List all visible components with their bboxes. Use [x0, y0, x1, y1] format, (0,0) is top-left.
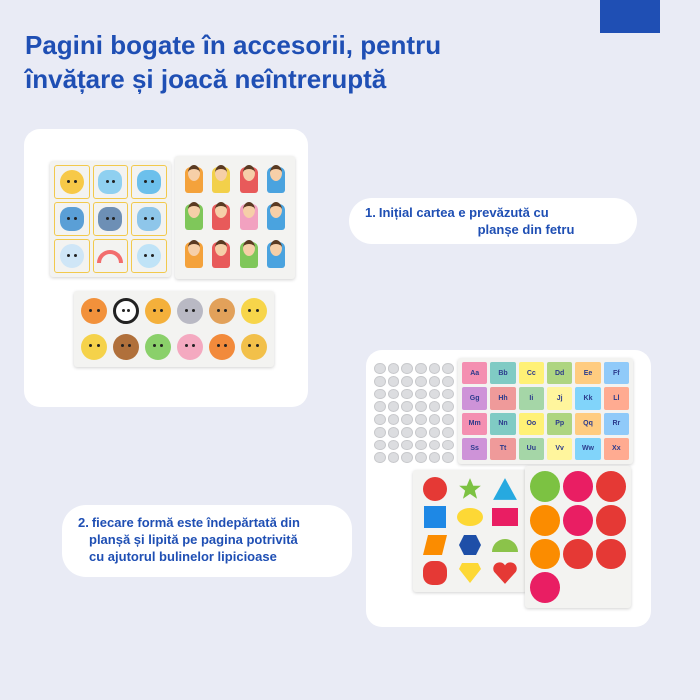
alphabet-tile: Vv — [547, 438, 572, 460]
adhesive-dot — [415, 376, 427, 387]
adhesive-dot — [374, 376, 386, 387]
alphabet-tile: Oo — [519, 413, 544, 435]
tiger-sticker — [81, 298, 107, 324]
adhesive-dot — [415, 389, 427, 400]
adhesive-dot — [388, 414, 400, 425]
adhesive-dot — [429, 389, 441, 400]
counting-circle — [596, 471, 626, 502]
counting-circle — [530, 539, 560, 570]
adhesive-dot — [415, 452, 427, 463]
alphabet-tile: Jj — [547, 387, 572, 409]
adhesive-dot — [401, 363, 413, 374]
storm-cloud-sticker — [93, 202, 129, 236]
adhesive-dot — [442, 401, 454, 412]
alphabet-tile: Aa — [462, 362, 487, 384]
diamond-shape — [454, 560, 487, 586]
adhesive-dot — [415, 401, 427, 412]
adhesive-dot — [415, 427, 427, 438]
adhesive-dot — [429, 427, 441, 438]
title-line-2: învățare și joacă neîntreruptă — [25, 64, 387, 94]
callout-text-line-3: cu ajutorul bulinelor lipicioase — [89, 549, 277, 564]
triangle-shape — [488, 476, 521, 502]
adhesive-dot — [429, 452, 441, 463]
alphabet-tile: Mm — [462, 413, 487, 435]
kid-sticker — [240, 167, 258, 193]
monkey-sticker — [113, 334, 139, 360]
counting-circle — [596, 539, 626, 570]
adhesive-dot — [374, 427, 386, 438]
adhesive-dot — [374, 363, 386, 374]
heart-shape — [488, 560, 521, 586]
adhesive-dot — [442, 389, 454, 400]
adhesive-dot — [374, 440, 386, 451]
adhesive-dot — [374, 401, 386, 412]
wind-sticker — [131, 239, 167, 273]
adhesive-dot — [401, 427, 413, 438]
alphabet-tile: Ll — [604, 387, 629, 409]
counting-circle — [563, 539, 593, 570]
alphabet-tile: Ss — [462, 438, 487, 460]
kid-sticker — [240, 242, 258, 268]
dog-sticker — [209, 298, 235, 324]
kid-sticker — [212, 242, 230, 268]
title-line-1: Pagini bogate în accesorii, pentru — [25, 30, 442, 60]
callout-text-line-2: planșă și lipită pe pagina potrivită — [89, 532, 298, 547]
adhesive-dots-sheet — [374, 363, 454, 463]
callout-text-line-1: Inițial cartea e prevăzută cu — [378, 205, 549, 220]
alphabet-felt-sheet — [458, 358, 633, 464]
shapes-felt-sheet — [413, 470, 527, 592]
rain-cloud-sticker — [54, 202, 90, 236]
adhesive-dot — [429, 414, 441, 425]
adhesive-dot — [442, 414, 454, 425]
kid-sticker — [267, 167, 285, 193]
kid-sticker — [267, 242, 285, 268]
kid-sticker — [185, 204, 203, 230]
adhesive-dot — [429, 363, 441, 374]
alphabet-tile: Rr — [604, 413, 629, 435]
adhesive-dot — [388, 389, 400, 400]
adhesive-dot — [374, 389, 386, 400]
rhombus-shape — [419, 532, 452, 558]
alphabet-tile: Ii — [519, 387, 544, 409]
counting-circle — [530, 572, 560, 603]
adhesive-dot — [442, 452, 454, 463]
adhesive-dot — [388, 440, 400, 451]
callout-1 — [349, 198, 637, 244]
alphabet-tile: Hh — [490, 387, 515, 409]
counting-circle — [563, 505, 593, 536]
adhesive-dot — [388, 427, 400, 438]
pig-sticker — [177, 334, 203, 360]
alphabet-tile: Uu — [519, 438, 544, 460]
alphabet-tile: Kk — [575, 387, 600, 409]
adhesive-dot — [401, 401, 413, 412]
kid-sticker — [240, 204, 258, 230]
counting-circle — [530, 505, 560, 536]
rectangle-shape — [488, 504, 521, 530]
counting-circle — [563, 471, 593, 502]
panda-sticker — [113, 298, 139, 324]
callout-number: 2. — [78, 515, 89, 530]
alphabet-tile: Ff — [604, 362, 629, 384]
adhesive-dot — [388, 401, 400, 412]
adhesive-dot — [374, 414, 386, 425]
adhesive-dot — [388, 452, 400, 463]
callout-text-line-1: fiecare formă este îndepărtată din — [91, 515, 300, 530]
koala-sticker — [177, 298, 203, 324]
adhesive-dot — [388, 363, 400, 374]
kid-sticker — [212, 167, 230, 193]
cloud-sticker — [93, 165, 129, 199]
fox-sticker — [209, 334, 235, 360]
adhesive-dot — [415, 363, 427, 374]
kids-felt-sheet — [175, 156, 295, 279]
callout-number: 1. — [365, 205, 376, 220]
chick-sticker — [81, 334, 107, 360]
star-shape — [454, 476, 487, 502]
page-title — [25, 28, 545, 96]
adhesive-dot — [442, 376, 454, 387]
corner-accent-block — [600, 0, 660, 33]
oval-shape — [454, 504, 487, 530]
alphabet-tile: Dd — [547, 362, 572, 384]
chick-sticker — [241, 298, 267, 324]
alphabet-tile: Ww — [575, 438, 600, 460]
adhesive-dot — [401, 440, 413, 451]
alphabet-tile: Xx — [604, 438, 629, 460]
adhesive-dot — [415, 440, 427, 451]
counting-circle — [530, 471, 560, 502]
adhesive-dot — [442, 427, 454, 438]
snowman-sticker — [54, 239, 90, 273]
adhesive-dot — [401, 452, 413, 463]
alphabet-tile: Pp — [547, 413, 572, 435]
weather-felt-sheet — [50, 161, 171, 277]
alphabet-tile: Nn — [490, 413, 515, 435]
adhesive-dot — [429, 376, 441, 387]
kid-sticker — [185, 167, 203, 193]
callout-text-line-2: planșe din fetru — [477, 222, 575, 237]
counting-felt-sheet — [525, 466, 631, 608]
alphabet-tile: Gg — [462, 387, 487, 409]
adhesive-dot — [401, 414, 413, 425]
kid-sticker — [267, 204, 285, 230]
empty-slot — [596, 572, 626, 603]
kid-sticker — [212, 204, 230, 230]
alphabet-tile: Ee — [575, 362, 600, 384]
sun-cloud-sticker — [54, 165, 90, 199]
alphabet-tile: Bb — [490, 362, 515, 384]
adhesive-dot — [429, 401, 441, 412]
callout-2 — [62, 505, 352, 577]
semicircle-shape — [488, 532, 521, 558]
flower-shape — [419, 560, 452, 586]
empty-slot — [563, 572, 593, 603]
circle-shape — [419, 476, 452, 502]
frog-sticker — [145, 334, 171, 360]
cloud-sticker — [131, 165, 167, 199]
alphabet-tile: Tt — [490, 438, 515, 460]
cat-sticker — [241, 334, 267, 360]
alphabet-tile: Cc — [519, 362, 544, 384]
adhesive-dot — [429, 440, 441, 451]
alphabet-tile: Qq — [575, 413, 600, 435]
counting-circle — [596, 505, 626, 536]
adhesive-dot — [442, 440, 454, 451]
adhesive-dot — [442, 363, 454, 374]
adhesive-dot — [415, 414, 427, 425]
adhesive-dot — [374, 452, 386, 463]
adhesive-dot — [401, 376, 413, 387]
hexagon-shape — [454, 532, 487, 558]
adhesive-dot — [401, 389, 413, 400]
lion-sticker — [145, 298, 171, 324]
animals-felt-sheet — [74, 291, 274, 367]
rainbow-sticker — [93, 239, 129, 273]
snow-cloud-sticker — [131, 202, 167, 236]
adhesive-dot — [388, 376, 400, 387]
square-shape — [419, 504, 452, 530]
kid-sticker — [185, 242, 203, 268]
